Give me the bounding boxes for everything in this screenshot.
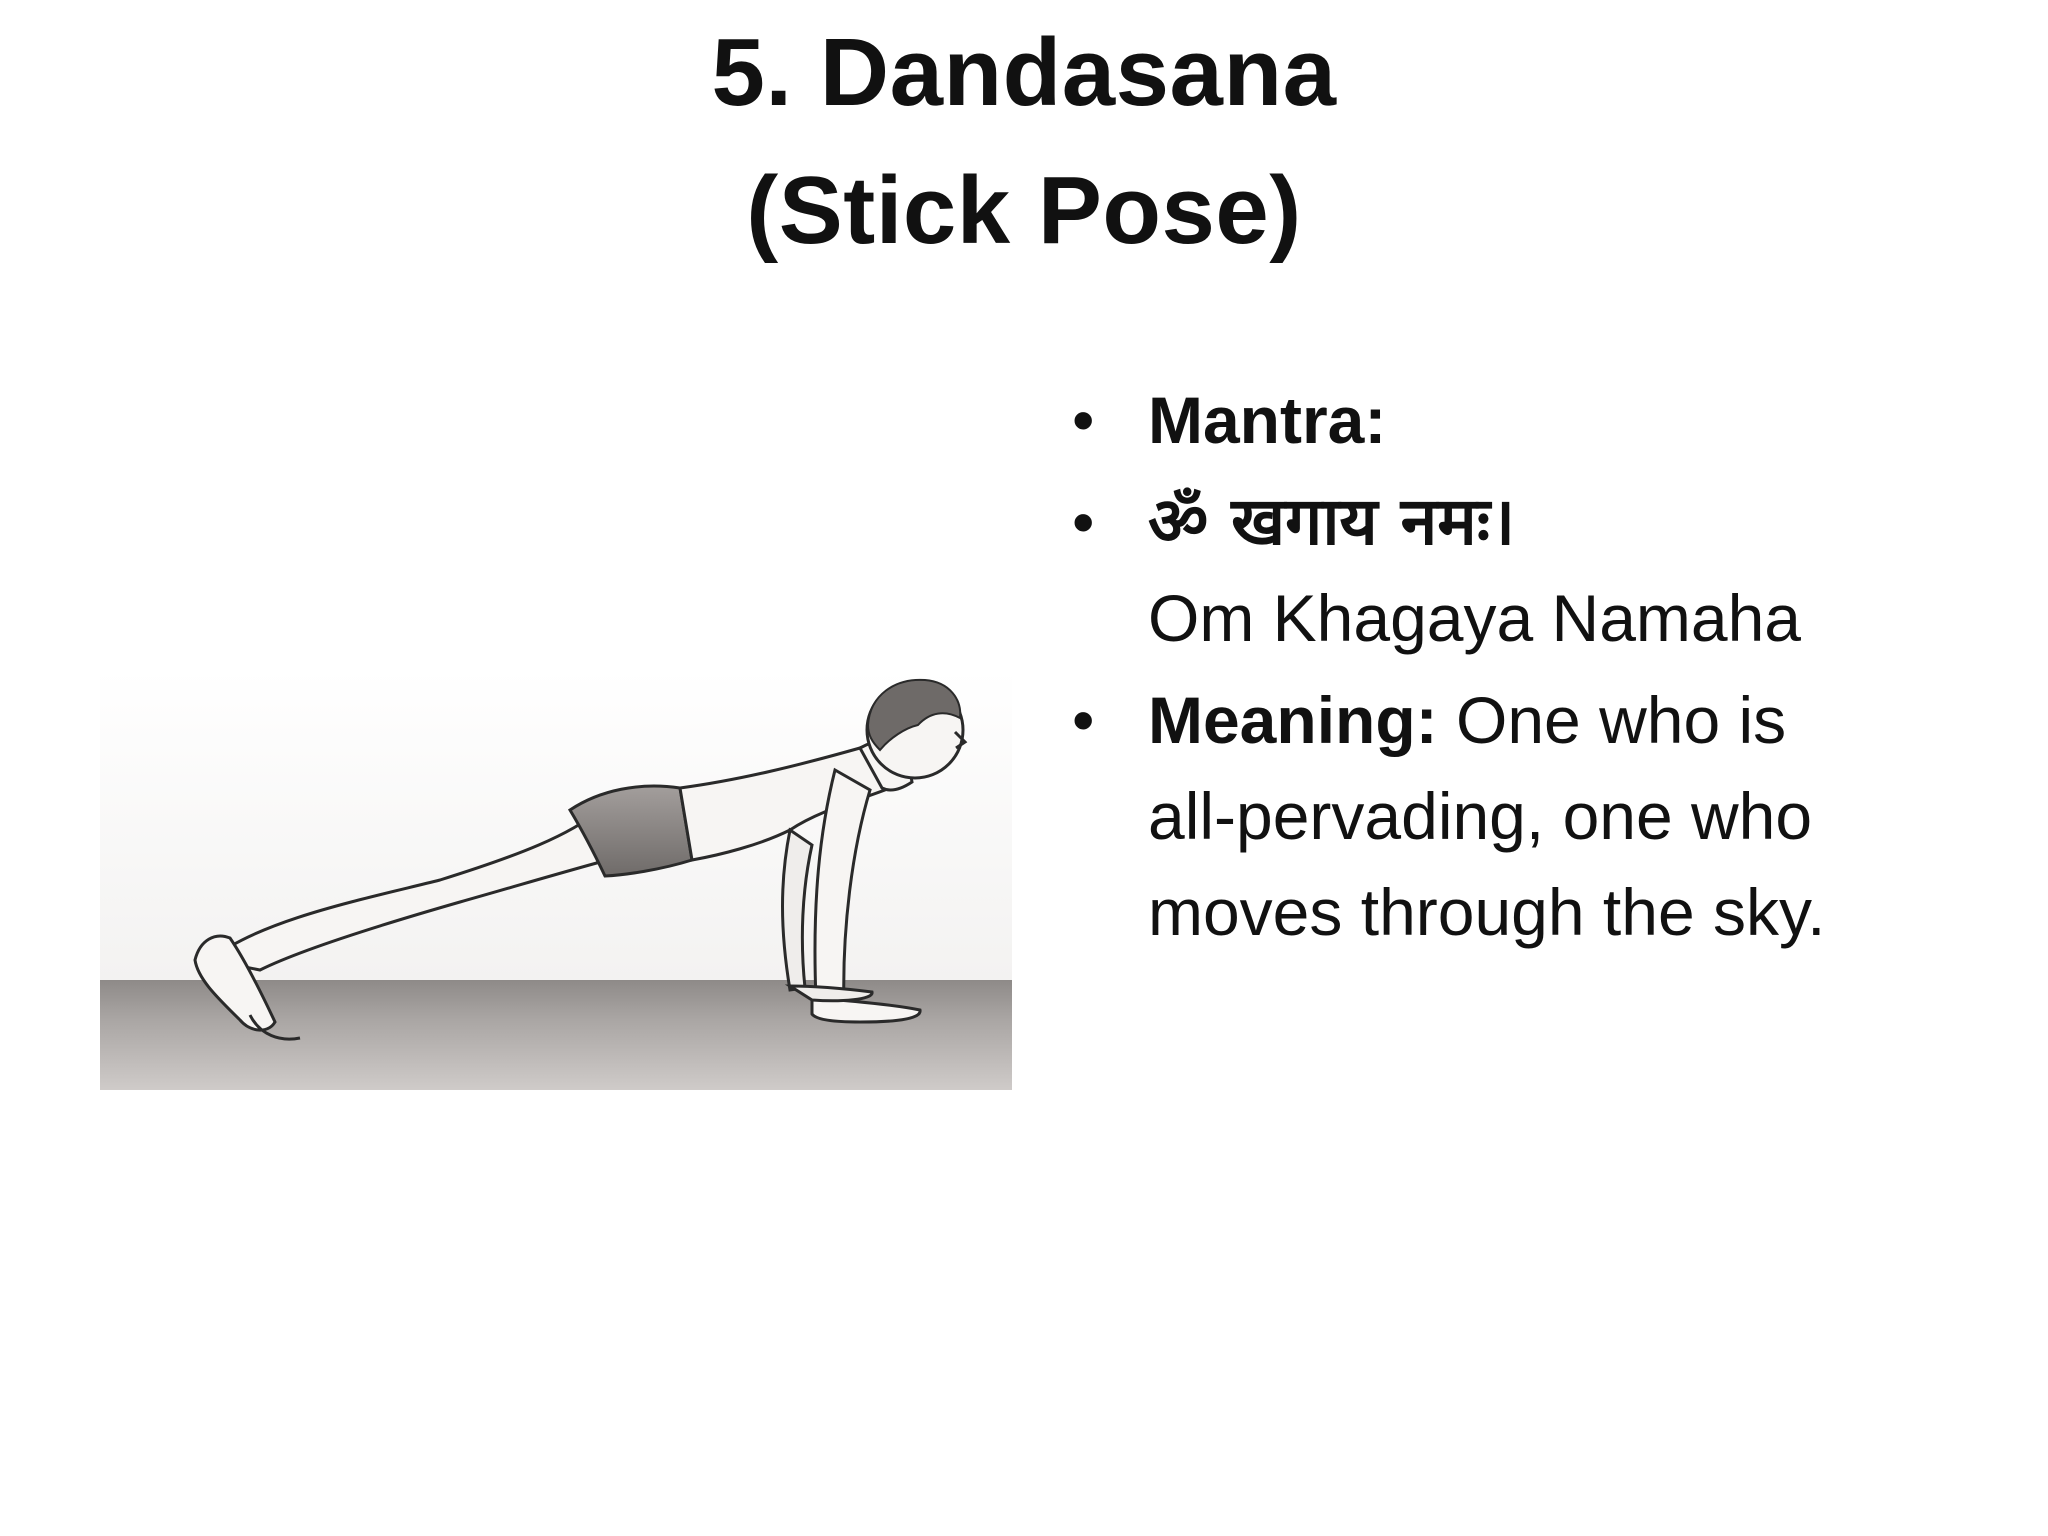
title-line-2: (Stick Pose) (746, 157, 1302, 264)
plank-pose-figure (100, 670, 1012, 1090)
bullet-dot: • (1072, 684, 1095, 756)
bullet-mantra-label (1060, 372, 2000, 468)
bullet-mantra-text (1060, 474, 2000, 666)
mantra-label: Mantra: (1148, 383, 1387, 457)
mantra-devanagari: ॐ खगाय नमः। (1148, 483, 1516, 560)
bullet-list (1060, 372, 2000, 960)
bullet-dot: • (1072, 384, 1095, 456)
slide-title (0, 4, 2048, 280)
meaning-line-3: moves through the sky. (1148, 875, 1826, 949)
title-line-1: 5. Dandasana (711, 19, 1337, 126)
meaning-line-2: all-pervading, one who (1148, 779, 1813, 853)
mantra-transliteration: Om Khagaya Namaha (1148, 581, 1802, 655)
bullet-meaning (1060, 672, 2000, 960)
pose-illustration (100, 670, 1012, 1090)
bullet-dot: • (1072, 486, 1095, 558)
meaning-label: Meaning: (1148, 683, 1438, 757)
meaning-line-1: One who is (1437, 683, 1787, 757)
